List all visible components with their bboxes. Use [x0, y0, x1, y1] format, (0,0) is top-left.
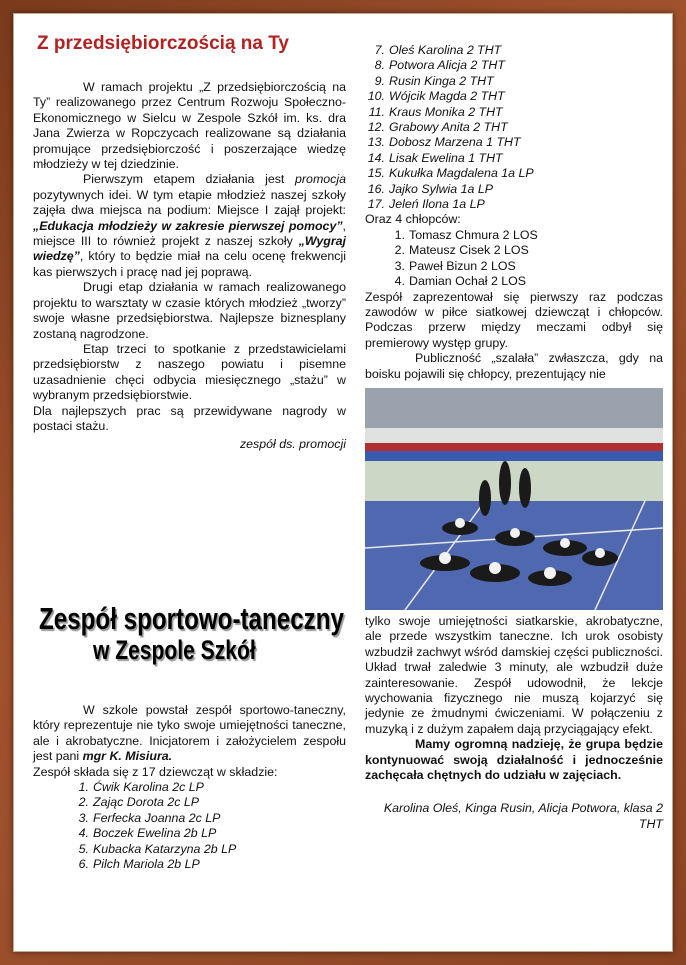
list-item-name: Rusin Kinga 2 THT	[389, 73, 494, 88]
teacher-name: mgr K. Misiura.	[82, 749, 173, 764]
text: pozytywnych idei. W tym etapie młodzież naszej szkoły zajęła dwa miejsca na podium: Miejsce I zajął projekt:	[33, 187, 346, 218]
newsletter-page	[13, 13, 673, 952]
list-item-name: Kukułka Magdalena 1a LP	[389, 166, 534, 181]
list-item-name: Oleś Karolina 2 THT	[389, 43, 502, 57]
shirt	[510, 528, 520, 538]
list-item-name: Ćwik Karolina 2c LP	[93, 780, 204, 795]
project-name: „Wygraj wiedzę”	[33, 234, 346, 264]
list-item	[365, 166, 663, 181]
list-item	[365, 105, 663, 120]
seats-red	[365, 443, 663, 451]
paragraph: Drugi etap działania w ramach realizowanego projektu to warsztaty w czasie których młodzież „tworzy” swoje własne przedsiębiorstwa. Najlepsze biznesplany zostaną nagrodzone.	[33, 280, 346, 341]
list-item	[385, 228, 663, 243]
shirt	[560, 538, 570, 548]
list-item	[69, 857, 346, 872]
shirt	[595, 548, 605, 558]
ceiling	[365, 388, 663, 428]
list-item	[365, 135, 663, 150]
paragraph-text: W ramach projektu „Z przedsiębiorczością na Ty” realizowanego przez Centrum Rozwoju Społeczno-Ekonomicznego w Sielcu w Zespole Szkół im. ks. dra Jana Zwierza w Ropczycach realizowane są działania promujące przedsiębiorczość i poszerzające wiedzę młodzieży w tej dziedzinie.	[33, 80, 346, 172]
list-number: 15.	[367, 166, 385, 181]
list-item-name: Lisak Ewelina 1 THT	[389, 150, 503, 165]
list-item	[385, 259, 663, 274]
list-number: 13.	[367, 135, 385, 150]
list-item	[69, 826, 346, 841]
list-item-name: Grabowy Anita 2 THT	[389, 120, 508, 135]
list-item	[365, 151, 663, 166]
girls-list-part-2	[365, 43, 663, 212]
list-item	[69, 795, 346, 810]
list-number: 11.	[368, 104, 385, 119]
list-item-name: Kubacka Katarzyna 2b LP	[93, 841, 237, 856]
girls-list-part-1	[33, 780, 346, 872]
list-number: 4.	[394, 274, 405, 289]
shirt	[455, 518, 465, 528]
list-item	[365, 89, 663, 104]
list-item	[365, 43, 663, 58]
list-item	[385, 274, 663, 289]
list-item	[365, 74, 663, 89]
floor	[365, 501, 663, 610]
project-name: „Edukacja młodzieży w zakresie pierwszej pomocy”	[33, 218, 343, 233]
wall-lower	[365, 461, 663, 501]
list-item-name: Pilch Mariola 2b LP	[93, 857, 200, 872]
list-item-name: Zając Dorota 2c LP	[93, 795, 200, 810]
list-number: 2.	[78, 795, 89, 810]
list-number: 12.	[367, 120, 385, 135]
list-number: 10.	[367, 89, 385, 104]
list-item-name: Jajko Sylwia 1a LP	[389, 181, 493, 196]
dancer	[499, 461, 511, 505]
emphasis: promocja	[295, 172, 346, 187]
list-item-name: Paweł Bizun 2 LOS	[409, 258, 516, 273]
paragraph: Oraz 4 chłopców:	[365, 212, 461, 227]
list-item-name: Kraus Monika 2 THT	[389, 104, 503, 119]
list-item	[365, 182, 663, 197]
paragraph: Etap trzeci to spotkanie z przedstawicielami przedsiębiorstw z naszego powiatu i pisemne uzasadnienie chęci odbycia miesięcznego „stażu” w wybranym przedsiębiorstwie.	[33, 341, 346, 403]
list-number: 1.	[394, 227, 405, 242]
list-item	[365, 120, 663, 135]
boys-list	[365, 228, 663, 290]
list-number: 5.	[78, 841, 89, 856]
paragraph: Mamy ogromną nadzieję, że grupa będzie kontynuować swoją działalność i jednocześnie zachęcała chętnych do udziału w zajęciach.	[365, 737, 663, 782]
list-number: 9.	[374, 73, 385, 88]
seats-blue	[365, 451, 663, 461]
list-number: 4.	[78, 826, 89, 841]
gym-photo-illustration	[365, 388, 663, 610]
list-number: 2.	[394, 243, 405, 258]
paragraph	[33, 80, 346, 172]
title-line-2: w Zespole Szkół	[93, 635, 256, 665]
list-item-name: Boczek Ewelina 2b LP	[93, 826, 217, 841]
list-item-name: Damian Ochał 2 LOS	[409, 274, 527, 289]
shirt	[439, 552, 451, 564]
list-item-name: Ferfecka Joanna 2c LP	[93, 810, 221, 825]
paragraph: Zespół zaprezentował się pierwszy raz podczas zawodów w piłce siatkowej dziewcząt i chłopców. Podczas przerw między meczami odbył się premierowy występ grupy.	[365, 289, 663, 350]
list-number: 3.	[394, 258, 405, 273]
list-number: 6.	[78, 857, 89, 872]
dance-article-left	[33, 703, 346, 872]
paragraph: tylko swoje umiejętności siatkarskie, akrobatyczne, ale przede wszystkim taneczne. Ich urok osobisty wzbudził zachwyt wśród damskiej części publiczności. Układ trwał zaledwie 3 minuty, ale wzbudził duże zainteresowanie. Zespół udowodnił, że lekcje wychowania fizycznego nie muszą kojarzyć się jedynie ze żmudnymi ćwiczeniami. W połączeniu z muzyką i z dużym zapałem dają przyciągający efekt.	[365, 613, 663, 736]
dance-team-photo	[365, 388, 663, 610]
dancer	[479, 480, 491, 516]
list-number: 8.	[374, 58, 385, 73]
list-item	[69, 842, 346, 857]
paragraph	[33, 703, 346, 765]
list-item-name: Potwora Alicja 2 THT	[389, 58, 505, 73]
signature: zespół ds. promocji	[239, 437, 346, 452]
text: , miejsce III to również projekt z naszej szkoły	[33, 218, 346, 249]
paragraph	[33, 172, 346, 280]
text: , który to będzie miał na celu ocenę frekwencji kas pierwszych i pracę nad jej poprawą.	[33, 249, 346, 279]
paragraph: Publiczność „szalała” zwłaszcza, gdy na boisku pojawili się chłopcy, prezentujący nie	[365, 351, 663, 381]
title-line-1: Zespół sportowo-taneczny	[39, 601, 344, 636]
signature: Karolina Oleś, Kinga Rusin, Alicja Potwora, klasa 2 THT	[383, 801, 663, 831]
dancer	[519, 468, 531, 508]
list-item	[365, 197, 663, 212]
list-number: 7.	[374, 43, 385, 57]
list-number: 1.	[78, 780, 89, 795]
article-title-entrepreneurship: Z przedsiębiorczością na Ty	[37, 33, 290, 54]
right-column	[365, 43, 663, 832]
list-item	[385, 243, 663, 258]
text: W szkole powstał zespół sportowo-taneczny, który reprezentuje nie tyko swoje umiejętności taneczne, ale i akrobatyczne. Inicjatorem i założycielem zespołu jest pani	[33, 703, 346, 764]
list-item	[365, 58, 663, 73]
list-item-name: Tomasz Chmura 2 LOS	[409, 227, 538, 242]
text: Pierwszym etapem działania jest	[83, 172, 296, 187]
list-item-name: Mateusz Cisek 2 LOS	[409, 243, 529, 258]
shirt	[544, 567, 556, 579]
list-number: 17.	[367, 197, 385, 212]
list-number: 14.	[367, 150, 385, 165]
list-item-name: Jeleń Ilona 1a LP	[389, 197, 485, 212]
left-column	[33, 33, 346, 453]
shirt	[489, 562, 501, 574]
list-number: 3.	[78, 810, 89, 825]
list-item-name: Dobosz Marzena 1 THT	[389, 135, 521, 150]
paragraph: Dla najlepszych prac są przewidywane nagrody w postaci stażu.	[33, 403, 346, 433]
paragraph: Zespół składa się z 17 dziewcząt w składzie:	[33, 764, 278, 779]
list-number: 16.	[367, 181, 385, 196]
list-item-name: Wójcik Magda 2 THT	[389, 89, 505, 104]
list-item	[69, 811, 346, 826]
list-item	[69, 780, 346, 795]
